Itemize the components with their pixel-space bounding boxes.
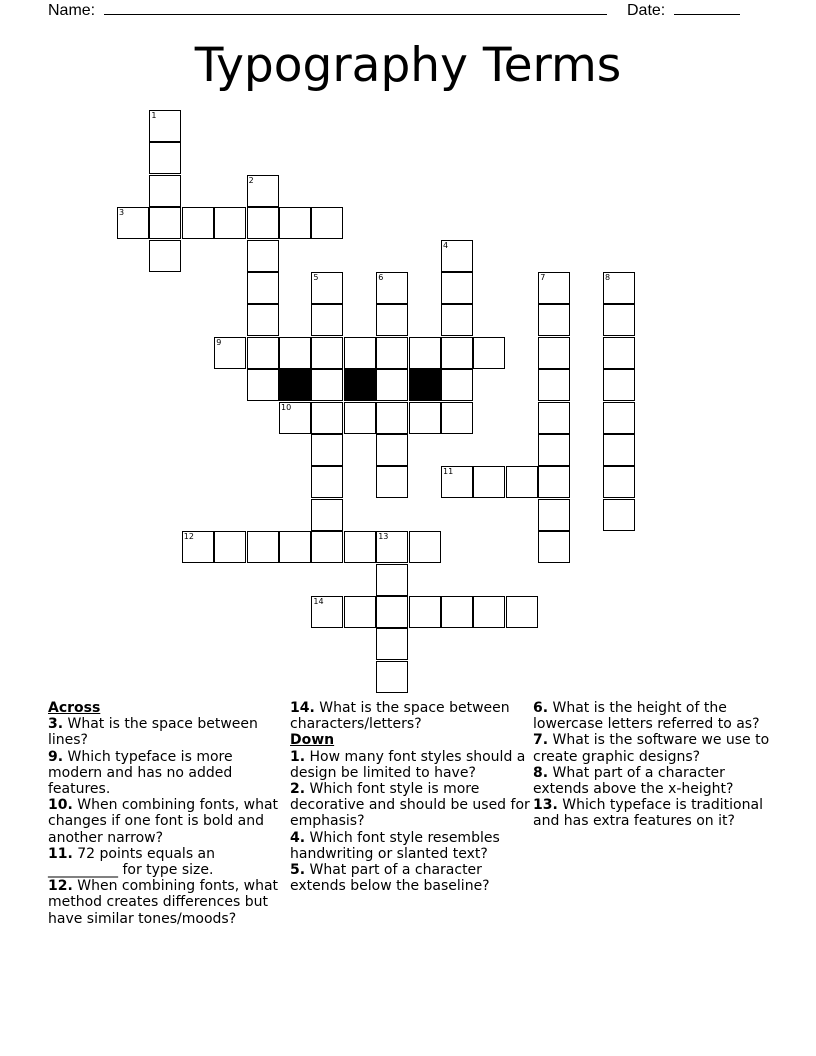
grid-cell[interactable] (247, 531, 279, 563)
clue-number: 11. (48, 845, 73, 862)
clue-down-13 (533, 797, 773, 829)
grid-cell[interactable] (247, 369, 279, 401)
grid-cell[interactable] (603, 272, 635, 304)
grid-cell[interactable] (311, 596, 343, 628)
clue-text: What is the space between lines? (48, 716, 258, 749)
grid-cell[interactable] (441, 304, 473, 336)
clue-down-5 (290, 862, 530, 894)
grid-cell[interactable] (247, 240, 279, 272)
grid-cell[interactable] (376, 304, 408, 336)
grid-cell[interactable] (311, 402, 343, 434)
grid-cell[interactable] (311, 466, 343, 498)
grid-cell[interactable] (247, 207, 279, 239)
clues-column-2 (290, 700, 530, 894)
clue-text: 72 points equals an __________ for type size. (48, 845, 216, 879)
grid-cell[interactable] (538, 499, 570, 531)
grid-cell[interactable] (538, 304, 570, 336)
clue-across-12 (48, 878, 288, 927)
clue-number: 9. (48, 748, 64, 765)
grid-cell[interactable] (376, 596, 408, 628)
grid-cell[interactable] (279, 402, 311, 434)
grid-cell[interactable] (149, 110, 181, 142)
grid-cell[interactable] (441, 596, 473, 628)
grid-cell[interactable] (538, 531, 570, 563)
cell-number: 14 (313, 597, 324, 606)
grid-cell[interactable] (441, 369, 473, 401)
grid-cell[interactable] (376, 531, 408, 563)
grid-cell[interactable] (473, 596, 505, 628)
grid-cell[interactable] (311, 337, 343, 369)
grid-cell[interactable] (603, 402, 635, 434)
cell-number: 1 (151, 111, 157, 120)
grid-cell[interactable] (441, 402, 473, 434)
grid-cell[interactable] (376, 466, 408, 498)
clue-text: Which typeface is more modern and has no added features. (48, 748, 233, 798)
cell-number: 13 (378, 532, 389, 542)
clue-number: 10. (48, 797, 73, 814)
cell-number: 2 (248, 175, 254, 185)
grid-cell[interactable] (603, 434, 635, 466)
grid-cell[interactable] (117, 207, 149, 239)
down-heading: Down (290, 732, 335, 749)
grid-cell[interactable] (311, 272, 343, 304)
clue-across-14 (290, 700, 530, 732)
grid-cell[interactable] (603, 337, 635, 369)
clue-text: Which typeface is traditional and has extra features on it? (533, 797, 763, 830)
grid-cell[interactable] (538, 369, 570, 401)
cell-number: 5 (313, 273, 319, 282)
grid-cell[interactable] (506, 596, 538, 628)
clue-text: How many font styles should a design be limited to have? (290, 748, 526, 781)
clue-down-8 (533, 765, 773, 797)
cell-number: 3 (119, 208, 125, 218)
clue-text: What is the height of the lowercase letters referred to as? (533, 700, 760, 733)
clue-down-7 (533, 732, 773, 764)
block-cell (344, 369, 376, 401)
grid-cell[interactable] (376, 369, 408, 401)
grid-cell[interactable] (279, 207, 311, 239)
date-label: Date: (627, 2, 666, 19)
clue-text: What is the space between characters/letters? (290, 700, 510, 733)
grid-cell[interactable] (311, 207, 343, 239)
grid-cell[interactable] (603, 304, 635, 336)
grid-cell[interactable] (441, 466, 473, 498)
across-heading: Across (48, 700, 101, 716)
clue-across-9 (48, 749, 288, 798)
cell-number: 10 (281, 402, 292, 412)
grid-cell[interactable] (214, 207, 246, 239)
clue-down-4 (290, 830, 530, 862)
block-cell (409, 369, 441, 401)
clue-down-2 (290, 781, 530, 830)
grid-cell[interactable] (603, 466, 635, 498)
grid-cell[interactable] (376, 402, 408, 434)
clue-text: What is the software we use to create graphic designs? (533, 732, 770, 765)
grid-cell[interactable] (311, 434, 343, 466)
grid-cell[interactable] (311, 531, 343, 563)
grid-cell[interactable] (538, 434, 570, 466)
page-title: Typography Terms (194, 38, 622, 93)
grid-cell[interactable] (344, 596, 376, 628)
grid-cell[interactable] (311, 499, 343, 531)
grid-cell[interactable] (376, 434, 408, 466)
block-cell (279, 369, 311, 401)
clue-number: 6. (533, 700, 549, 716)
grid-cell[interactable] (149, 142, 181, 174)
clue-down-6 (533, 700, 773, 732)
grid-cell[interactable] (506, 466, 538, 498)
grid-cell[interactable] (344, 337, 376, 369)
clues-column-1 (48, 700, 288, 927)
grid-cell[interactable] (279, 531, 311, 563)
grid-cell[interactable] (247, 272, 279, 304)
clue-across-11 (48, 846, 288, 878)
grid-cell[interactable] (376, 564, 408, 596)
grid-cell[interactable] (311, 369, 343, 401)
grid-cell[interactable] (538, 466, 570, 498)
grid-cell[interactable] (473, 466, 505, 498)
clue-number: 14. (290, 700, 315, 716)
grid-cell[interactable] (214, 337, 246, 369)
grid-cell[interactable] (247, 175, 279, 207)
clue-number: 13. (533, 797, 558, 814)
grid-cell[interactable] (441, 272, 473, 304)
grid-cell[interactable] (376, 628, 408, 660)
grid-cell[interactable] (247, 337, 279, 369)
grid-cell[interactable] (409, 531, 441, 563)
clue-across-3 (48, 716, 288, 748)
grid-cell[interactable] (376, 272, 408, 304)
cell-number: 7 (540, 273, 546, 282)
grid-cell[interactable] (473, 337, 505, 369)
grid-cell[interactable] (344, 402, 376, 434)
grid-cell[interactable] (214, 531, 246, 563)
name-label: Name: (48, 2, 96, 19)
cell-number: 6 (378, 273, 384, 282)
grid-cell[interactable] (409, 596, 441, 628)
grid-cell[interactable] (149, 240, 181, 272)
grid-cell[interactable] (311, 304, 343, 336)
clue-number: 3. (48, 716, 64, 733)
grid-cell[interactable] (149, 207, 181, 239)
grid-cell[interactable] (182, 207, 214, 239)
clues-column-3 (533, 700, 773, 830)
grid-cell[interactable] (279, 337, 311, 369)
clue-across-10 (48, 797, 288, 846)
clue-number: 12. (48, 878, 73, 895)
clue-text: Which font style is more decorative and should be used for emphasis? (290, 781, 530, 830)
grid-cell[interactable] (376, 661, 408, 693)
grid-cell[interactable] (441, 240, 473, 272)
clue-number: 2. (290, 781, 306, 798)
grid-cell[interactable] (376, 337, 408, 369)
grid-cell[interactable] (149, 175, 181, 207)
grid-cell[interactable] (441, 337, 473, 369)
grid-cell[interactable] (409, 402, 441, 434)
cell-number: 8 (605, 273, 611, 282)
clue-text: When combining fonts, what method creates differences but have similar tones/moods? (48, 878, 279, 927)
cell-number: 12 (183, 532, 194, 542)
cell-number: 9 (216, 337, 222, 347)
clue-number: 5. (290, 862, 306, 879)
cell-number: 4 (443, 240, 449, 250)
grid-cell[interactable] (538, 272, 570, 304)
grid-cell[interactable] (603, 499, 635, 531)
clue-number: 4. (290, 829, 306, 846)
clue-number: 1. (290, 748, 306, 765)
grid-cell[interactable] (538, 402, 570, 434)
grid-cell[interactable] (409, 337, 441, 369)
clue-text: Which font style resembles handwriting or slanted text? (290, 829, 500, 862)
clue-text: What part of a character extends above the x-height? (533, 764, 734, 798)
clue-number: 8. (533, 764, 549, 781)
grid-cell[interactable] (247, 304, 279, 336)
clue-down-1 (290, 749, 530, 781)
clue-number: 7. (533, 732, 549, 749)
grid-cell[interactable] (182, 531, 214, 563)
grid-cell[interactable] (538, 337, 570, 369)
clue-text: What part of a character extends below the baseline? (290, 862, 490, 895)
clue-text: When combining fonts, what changes if one font is bold and another narrow? (48, 797, 279, 846)
grid-cell[interactable] (603, 369, 635, 401)
cell-number: 11 (443, 467, 454, 477)
grid-cell[interactable] (344, 531, 376, 563)
